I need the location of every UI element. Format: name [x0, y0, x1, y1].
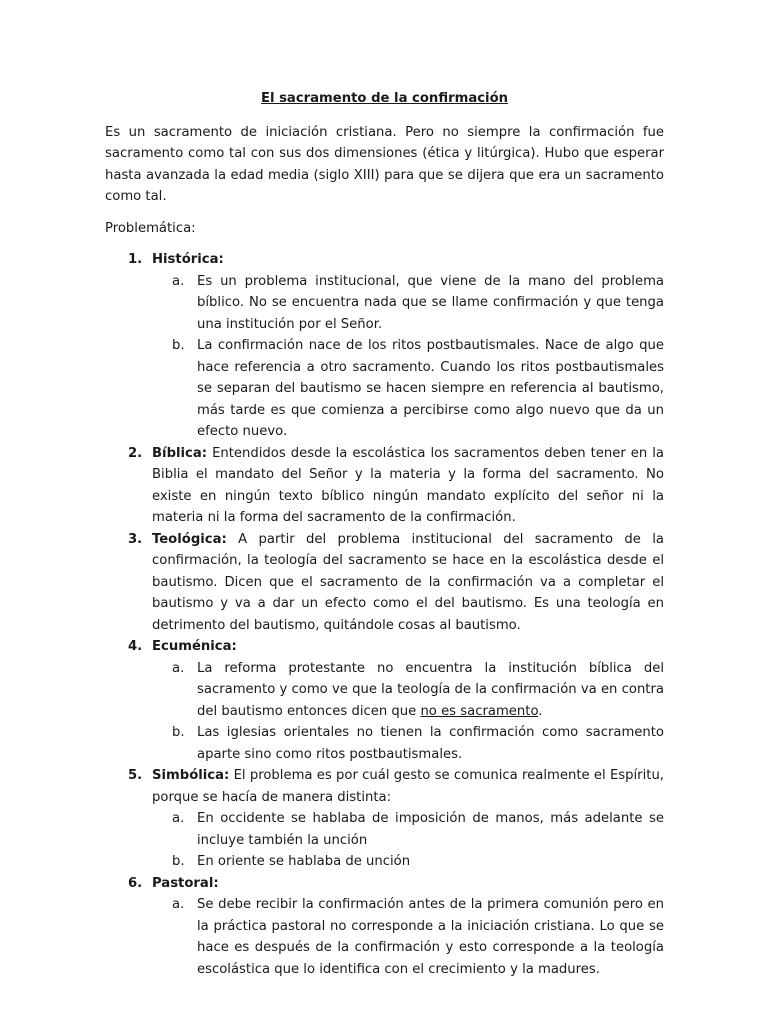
list-item-ecumenica: [105, 636, 664, 765]
sub-text: La reforma protestante no encuentra la institución bíblica del sacramento y como ve que la teología de la confirmación va en contra del bautismo entonces dicen que: [197, 660, 664, 719]
item-number: 1.: [128, 252, 143, 267]
sub-marker: a.: [172, 897, 185, 912]
item-number: 4.: [128, 639, 143, 654]
sub-item: [152, 271, 664, 336]
sub-item: [152, 894, 664, 980]
list-item-simbolica: [105, 765, 664, 873]
item-number: 2.: [128, 445, 143, 461]
item-text: El problema es por cuál gesto se comunica realmente el Espíritu, porque se hacía de manera distinta:: [152, 768, 664, 805]
sub-text: Se debe recibir la confirmación antes de la primera comunión pero en la práctica pastoral no corresponde a la iniciación cristiana. Lo que se hace es después de la confirmación y esto corresponde a la teología escolástica que lo identifica con el crecimiento y la madures.: [197, 897, 664, 977]
sub-item: [152, 335, 664, 443]
item-heading: Pastoral:: [152, 875, 219, 891]
problem-list: [105, 249, 664, 980]
sub-item: [152, 808, 664, 851]
sub-list: [152, 808, 664, 873]
sub-text: En oriente se hablaba de unción: [197, 854, 411, 869]
sub-list: [152, 658, 664, 766]
item-heading: Bíblica:: [152, 445, 208, 461]
item-number: 5.: [128, 768, 143, 783]
item-text: Entendidos desde la escolástica los sacramentos deben tener en la Biblia el mandato del Señor y la materia y la forma del sacramento. No existe en ningún texto bíblico ningún mandato explícito del señor ni la materia ni la forma del sacramento de la confirmación.: [152, 445, 664, 525]
document-title: El sacramento de la confirmación: [260, 91, 509, 106]
sub-marker: a.: [172, 811, 185, 826]
sub-text: La confirmación nace de los ritos postbautismales. Nace de algo que hace referencia a otro sacramento. Cuando los ritos postbautismales se separan del bautismo se hacen siempre en referencia al bautismo, más tarde es que comienza a percibirse como algo nuevo que da un efecto nuevo.: [197, 338, 664, 439]
sub-marker: a.: [172, 273, 185, 289]
sub-item: [152, 722, 664, 765]
sub-item: [152, 658, 664, 723]
section-label: Problemática:: [105, 220, 196, 236]
list-item-historica: [105, 249, 664, 443]
sub-marker: b.: [172, 725, 185, 740]
sub-marker: b.: [172, 854, 185, 869]
sub-list: [152, 271, 664, 443]
sub-text: En occidente se hablaba de imposición de manos, más adelante se incluye también la unción: [197, 811, 664, 848]
sub-text-end: .: [538, 703, 543, 719]
item-text: A partir del problema institucional del sacramento de la confirmación, la teología del sacramento se hace en la escolástica desde el bautismo. Dicen que el sacramento de la confirmación va a completar el bautismo y va a dar un efecto como el del bautismo. Es una teología en detrimento del bautismo, quitándole cosas al bautismo.: [152, 531, 664, 633]
item-heading: Simbólica:: [152, 768, 230, 783]
list-item-biblica: [105, 443, 664, 529]
item-heading: Ecuménica:: [152, 639, 237, 654]
item-heading: Teológica:: [152, 531, 227, 547]
sub-text: Es un problema institucional, que viene de la mano del problema bíblico. No se encuentra nada que se llame confirmación y que tenga una institución por el Señor.: [197, 273, 664, 332]
underlined-phrase: no es sacramento: [420, 703, 539, 719]
sub-text: Las iglesias orientales no tienen la confirmación como sacramento aparte sino como ritos postbautismales.: [197, 725, 664, 762]
list-item-pastoral: [105, 873, 664, 981]
sub-marker: b.: [172, 338, 185, 353]
item-number: 6.: [128, 875, 143, 891]
sub-marker: a.: [172, 660, 185, 676]
list-item-teologica: [105, 529, 664, 637]
item-number: 3.: [128, 531, 143, 547]
sub-list: [152, 894, 664, 980]
sub-item: [152, 851, 664, 873]
intro-paragraph: Es un sacramento de iniciación cristiana. Pero no siempre la confirmación fue sacramento como tal con sus dos dimensiones (ética y litúrgica). Hubo que esperar hasta avanzada la edad media (siglo XIII) para que se dijera que era un sacramento como tal.: [105, 124, 664, 204]
item-heading: Histórica:: [152, 252, 224, 267]
